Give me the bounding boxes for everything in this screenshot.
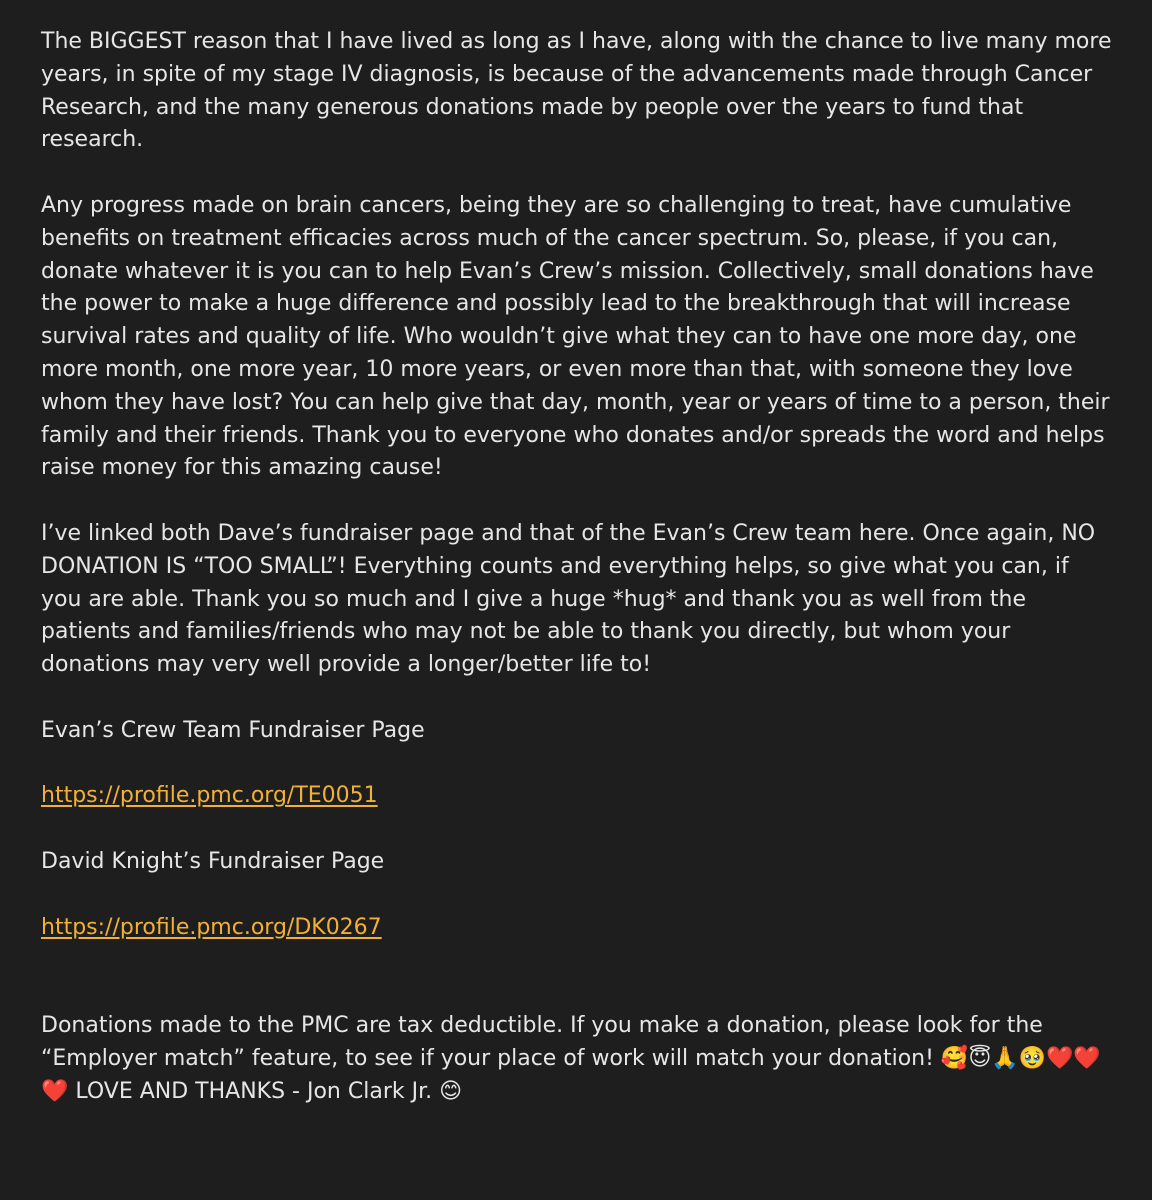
spacer (41, 682, 1116, 715)
spacer (41, 748, 1116, 781)
david-fundraiser-label: David Knight’s Fundraiser Page (41, 848, 385, 874)
paragraph-progress: Any progress made on brain cancers, being they are so challenging to treat, have cumulative benefits on treatment efficacies across much of the cancer spectrum. So, please, if you can, donate whatever it is you can to help Evan’s Crew’s mission. Collectively, small donations have the power to make a huge difference and possibly lead to the breakthrough that will increase survival rates and quality of life. Who wouldn’t give what they can to have one more day, one more month, one more year, 10 more years, or even more than that, with someone they love whom they have lost? You can help give that day, month, year or years of time to a person, their family and their friends. Thank you to everyone who donates and/or spreads the word and helps raise money for this amazing cause! (41, 192, 1110, 481)
david-fundraiser-link[interactable]: https://profile.pmc.org/DK0267 (41, 914, 382, 940)
spacer (41, 485, 1116, 518)
paragraph-intro: The BIGGEST reason that I have lived as long as I have, along with the chance to live many more years, in spite of my stage IV diagnosis, is because of the advancements made through Cancer Research, and the many generous donations made by people over the years to fund that research. (41, 29, 1112, 153)
spacer (41, 813, 1116, 846)
spacer (41, 157, 1116, 190)
team-fundraiser-link[interactable]: https://profile.pmc.org/TE0051 (41, 783, 378, 809)
paragraph-links-intro: I’ve linked both Dave’s fundraiser page and that of the Evan’s Crew team here. Once again, NO DONATION IS “TOO SMALL”! Everything counts and everything helps, so give what you can, if you are able. Thank you so much and I give a huge *hug* and thank you as well from the patients and families/friends who may not be able to thank you directly, but whom your donations may very well provide a longer/better life to! (41, 520, 1096, 678)
team-fundraiser-label: Evan’s Crew Team Fundraiser Page (41, 717, 425, 743)
spacer (41, 879, 1116, 912)
paragraph-closing: Donations made to the PMC are tax deductible. If you make a donation, please look for the “Employer match” feature, to see if your place of work will match your donation! 🥰😇🙏🥹❤️❤️❤️ LOVE AND THANKS - Jon Clark Jr. 😊 (41, 1012, 1101, 1104)
spacer (41, 944, 1116, 1010)
